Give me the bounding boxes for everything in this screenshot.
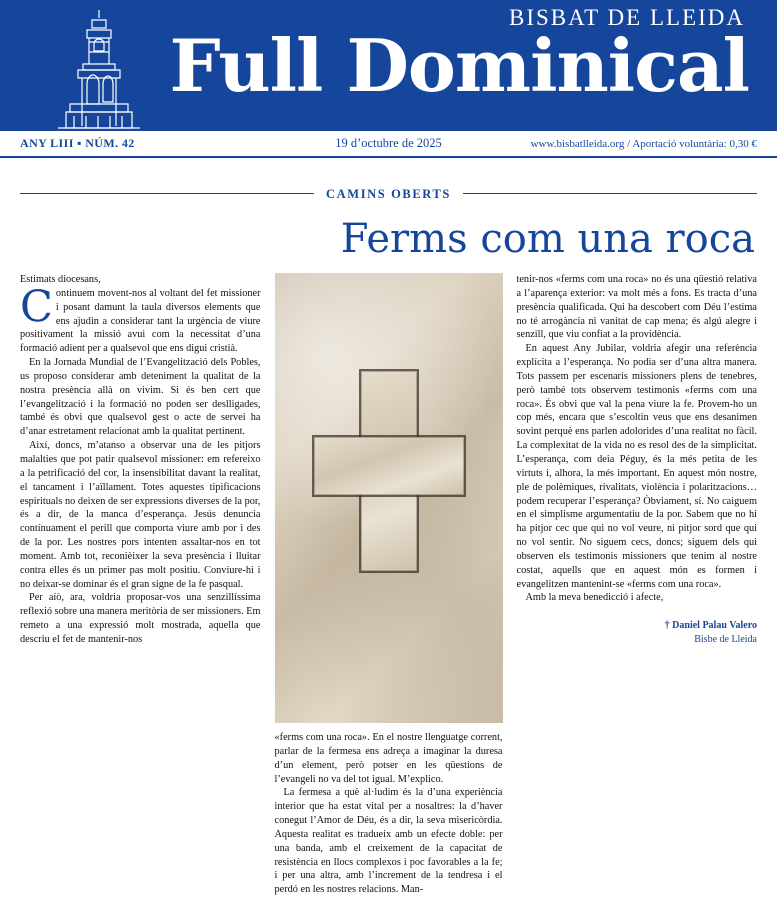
section-label: CAMINS OBERTS [314,187,463,202]
stone-cross-photo [275,273,503,723]
column-left [20,273,261,647]
paragraph: «ferms com una roca». En el nostre llenguatge corrent, parlar de la fermesa ens adreça a imaginar la duresa d’un element, però potser en les qüestions de l’evangeli no va del tot igual. M’explico. [274,732,503,785]
masthead-kicker: BISBAT DE LLEIDA [508,5,745,30]
column-middle [275,273,503,897]
paragraph: Així, doncs, m’atanso a observar una de les pitjors malalties que pot patir qualsevol missioner: em refereixo a la petrificació del cor, la insensibilitat davant la realitat, el tancament i l’aïllament. Totes aquestes tipificacions espirituals no deixen de ser expressions diverses de la por, és a dir, de la manca d’esperança. Jesús denuncia contínuament el perill que comporta viure amb por i des de la por. Les nostres pors intenten assaltar-nos en tot moment. Amb tot, reconièixer la seva presència i lluitar contra elles és un primer pas molt positiu. Conviure-hi i no deixar-se dominar és el gran signe de la fe pasqual. [20,440,261,590]
page-title: Ferms com una roca [340,216,755,262]
masthead-title: Full Dominical [169,23,749,108]
paragraph-text: ontinuem movent-nos al voltant del fet missioner i posant damunt la taula diversos elements que ens ajudin a considerar tant la urgència de viure positivament la missió avui com la necessitat d’una formació adient per a qualsevol que ens digui cristià. [20,287,261,355]
paragraph: Per aíò, ara, voldria proposar-vos una senzillíssima reflexió sobre una manera meritòria de ser missioners. Em remeto a una expressió molt mostrada, aquella que descriu el fet de mantenir-nos [20,592,261,645]
cross-horizontal-bar [314,437,464,495]
signature-role: Bisbe de Lleida [694,633,757,645]
website-and-price: www.bisbatlleida.org / Aportació voluntària: 0,30 € [530,137,757,150]
cross-shape [314,371,464,571]
signature [517,619,758,646]
issue-number: ANY LIII ▪ NÚM. 42 [20,136,135,150]
info-bar [0,130,777,158]
salutation: Estimats diocesans, [20,274,101,285]
paragraph: La fermesa a què al·ludim és la d’una experiència interior que ha estat vital per a nosaltres: la d’haver conegut l’Amor de Déu, és a dir, la seva misericòrdia. Aquesta realitat es tradueix amb un efecte doble: per una banda, amb el creixement de la capacitat de resistència en llocs complexos i poc favorables a la fe; i per una altra, amb l’increment de la tendresa i el perdó en les nostres relacions. Man- [274,787,503,896]
issue-date: 19 d’octubre de 2025 [335,136,442,150]
paragraph: Amb la meva benedicció i afecte, [525,592,664,604]
signature-name: † Daniel Palau Valero [664,620,757,632]
column-right [517,273,758,646]
drop-cap-letter: C [20,281,53,332]
cathedral-tower-icon [56,8,142,130]
masthead [0,0,777,130]
paragraph: En la Jornada Mundial de l’Evangelització dels Pobles, us proposo considerar amb deteniment la qualitat de la nostra presència allà on vivim. Si és ben cert que l’evangelització i la formació no poden ser deslligades, també és obvi que qualsevol gest o acte de servei ha d’anar estretament relacionat amb la qualitat pertinent. [20,357,261,438]
paragraph [20,281,261,356]
section-header [0,184,777,203]
paragraph: En aquest Any Jubilar, voldria afegir una referència explícita a l’esperança. No podia ser d’una altra manera. Tots passem per escenaris missioners plens de tenebres, però també tots observem testimonis «ferms com una roca». És obvi que val la pena viure la fe. Provem-ho un cop més, encara que s’escoltin veus que ens desanimen sovint perquè ens parlen adolorides d’una realitat no fàcil. La complexitat de la vida no es resol des de la simplicitat. L’esperança, com deia Péguy, és la més petita de les virtuts i, alhora, la més important. En aquest món nostre, ple de polèmiques, rivalitats, violència i polaritzacions… podem recuperar l’esperança? Òbviament, sí. No caiguem en el simplisme argumentatiu de la por. Sabem que no hi ha pitjor cec que qui no vol veure, ni pitjor sord que qui no vol sentir. No siguem cecs, doncs; siguem dels qui observen els testimonis missioners que tenim al nostre costat, aquells que en aquest món es formen i evangelitzen mantenint-se «ferms com una roca». [516,343,757,590]
article-body [0,261,777,897]
paragraph: tenir-nos «ferms com una roca» no és una qüestió relativa a l’aparença exterior: va molt més a fons. Es tracta d’una presència qualificada. Qui ha descobert com Déu l’estima no té arrogància ni vanitat de cap mena; és algú alegre i senzill, que viu confiat a la providència. [516,274,757,341]
